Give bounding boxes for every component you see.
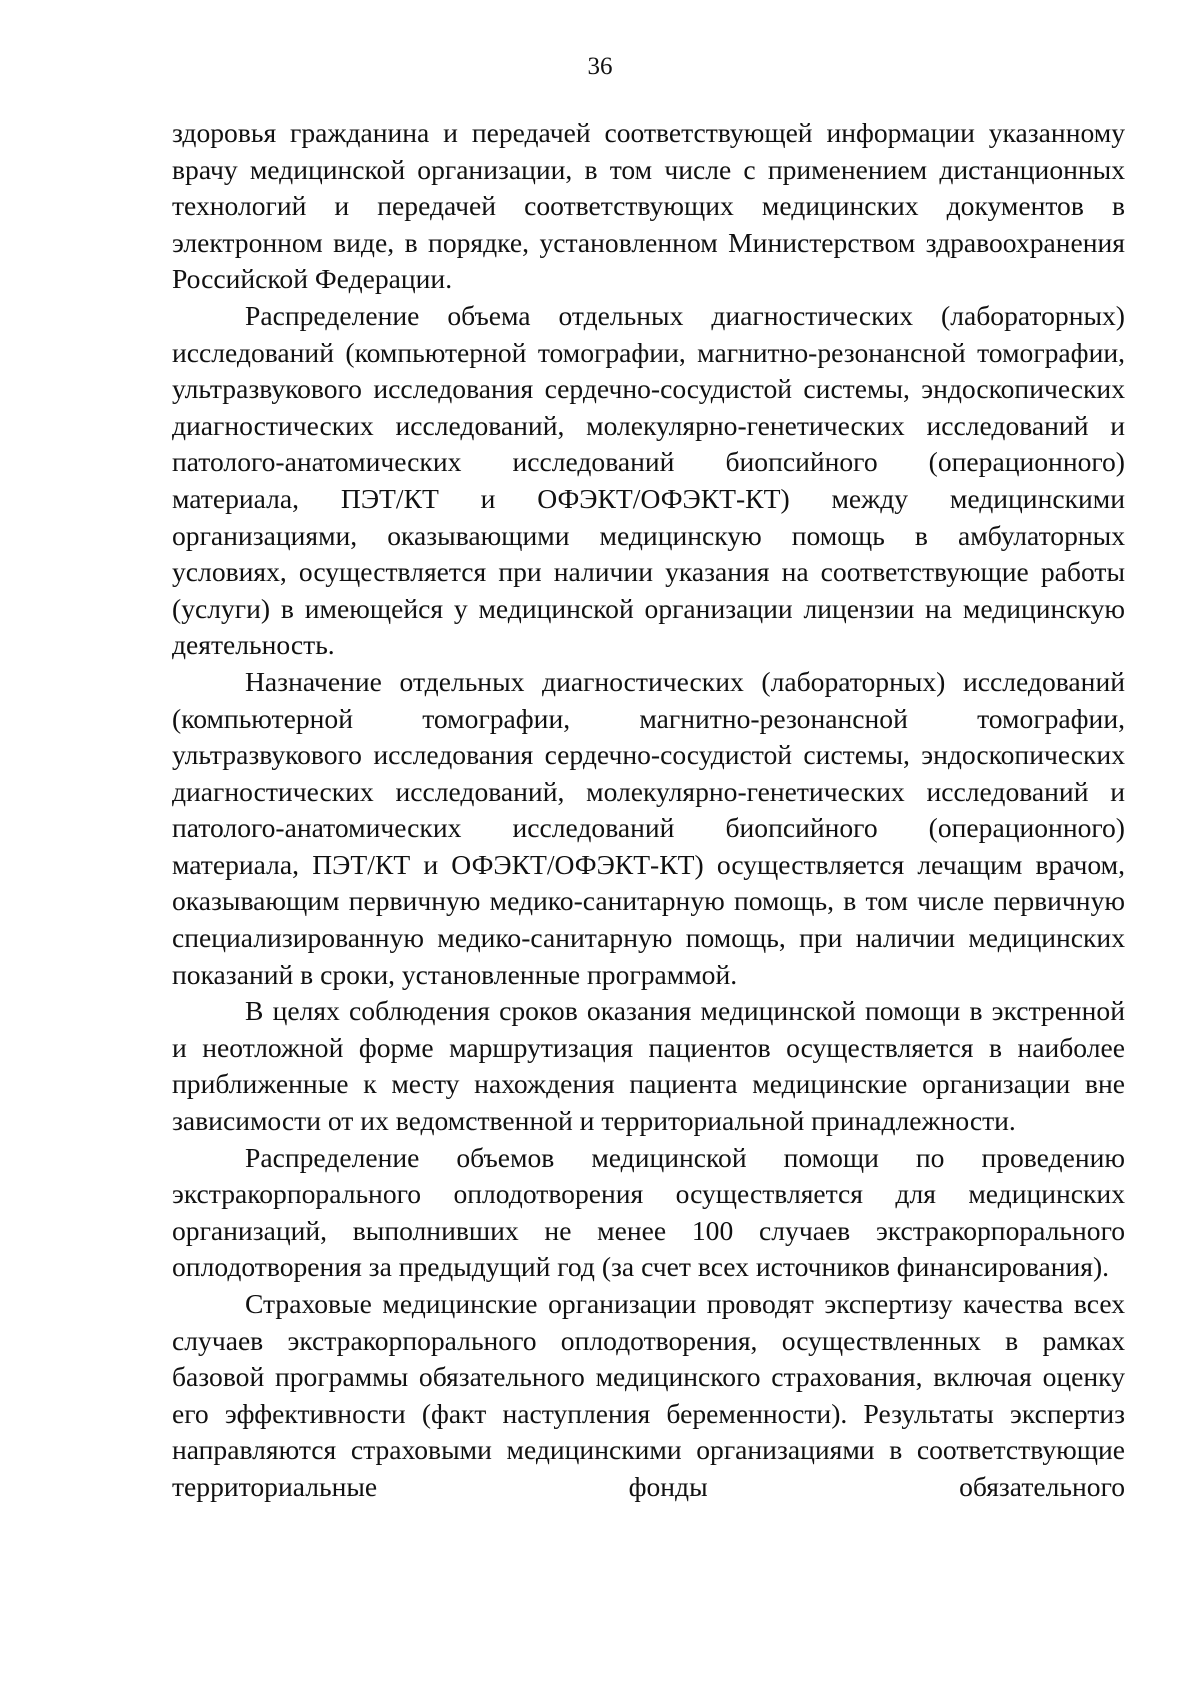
paragraph-4: В целях соблюдения сроков оказания медицинской помощи в экстренной и неотложной форме маршрутизация пациентов осуществляется в наиболее приближенные к месту нахождения пациента медицинские организации вне зависимости от их ведомственной и территориальной принадлежности. [172,995,1125,1137]
paragraph-3: Назначение отдельных диагностических (лабораторных) исследований (компьютерной томографии, магнитно-резонансной томографии, ультразвукового исследования сердечно-сосудистой системы, эндоскопических диагностических исследований, молекулярно-генетических исследований и патолого-анатомических исследований биопсийного (операционного) материала, ПЭТ/КТ и ОФЭКТ/ОФЭКТ-КТ) осуществляется лечащим врачом, оказывающим первичную медико-санитарную помощь, в том числе первичную специализированную медико-санитарную помощь, при наличии медицинских показаний в сроки, установленные программой. [172,665,1125,990]
document-body [172,115,1125,1506]
paragraph-2: Распределение объема отдельных диагностических (лабораторных) исследований (компьютерной томографии, магнитно-резонансной томографии, ультразвукового исследования сердечно-сосудистой системы, эндоскопических диагностических исследований, молекулярно-генетических исследований и патолого-анатомических исследований биопсийного (операционного) материала, ПЭТ/КТ и ОФЭКТ/ОФЭКТ-КТ) между медицинскими организациями, оказывающими медицинскую помощь в амбулаторных условиях, осуществляется при наличии указания на соответствующие работы (услуги) в имеющейся у медицинской организации лицензии на медицинскую деятельность. [172,299,1125,661]
paragraph-5: Распределение объемов медицинской помощи по проведению экстракорпорального оплодотворения осуществляется для медицинских организаций, выполнивших не менее 100 случаев экстракорпорального оплодотворения за предыдущий год (за счет всех источников финансирования). [172,1141,1125,1283]
paragraph-6: Страховые медицинские организации проводят экспертизу качества всех случаев экстракорпорального оплодотворения, осуществленных в рамках базовой программы обязательного медицинского страхования, включая оценку его эффективности (факт наступления беременности). Результаты экспертиз направляются страховыми медицинскими организациями в соответствующие территориальные фонды обязательного [172,1288,1125,1502]
page-number: 36 [587,53,613,80]
paragraph-1: здоровья гражданина и передачей соответствующей информации указанному врачу медицинской организации, в том числе с применением дистанционных технологий и передачей соответствующих медицинских документов в электронном виде, в порядке, установленном Министерством здравоохранения Российской Федерации. [172,117,1125,295]
